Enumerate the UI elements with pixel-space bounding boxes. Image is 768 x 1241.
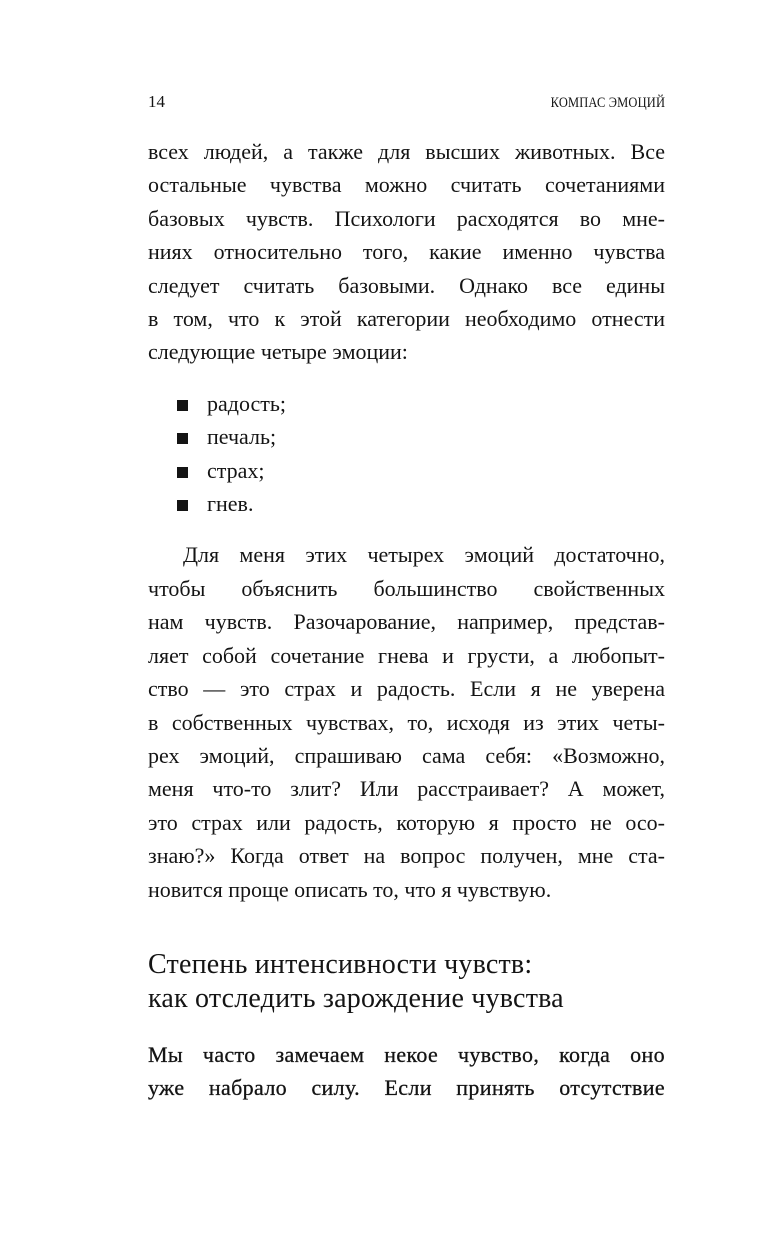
list-item: гнев.	[148, 487, 665, 520]
section-heading	[148, 948, 665, 1016]
text-line: Мы часто замечаем некое чувство, когда оно	[148, 1041, 665, 1067]
page-body	[148, 135, 665, 1105]
text-line: в собственных чувствах, то, исходя из этих четы-	[148, 709, 665, 735]
text-line: уже набрало силу. Если принять отсутствие	[148, 1075, 665, 1101]
text-line: базовых чувств. Психологи расходятся во мне-	[148, 205, 665, 231]
running-title: КОМПАС ЭМОЦИЙ	[550, 95, 665, 111]
text-line: следующие четыре эмоции:	[148, 339, 408, 365]
text-line: Для меня этих четырех эмоций достаточно,	[183, 542, 665, 568]
paragraph-intensity-intro	[148, 1038, 665, 1105]
text-line: новится проще описать то, что я чувствую.	[148, 876, 552, 902]
text-line: рех эмоций, спрашиваю сама себя: «Возможно,	[148, 742, 665, 768]
text-line: ниях относительно того, какие именно чувства	[148, 239, 665, 265]
text-line: в том, что к этой категории необходимо отнести	[148, 306, 665, 332]
text-line: следует считать базовыми. Однако все едины	[148, 272, 665, 298]
text-line: это страх или радость, которую я просто не осо-	[148, 809, 665, 835]
text-line: нам чувств. Разочарование, например, представ-	[148, 609, 665, 635]
text-line: остальные чувства можно считать сочетаниями	[148, 172, 665, 198]
list-item: печаль;	[148, 420, 665, 453]
text-line: ство — это страх и радость. Если я не уверена	[148, 676, 665, 702]
list-item: радость;	[148, 387, 665, 420]
text-line: знаю?» Когда ответ на вопрос получен, мне ста-	[148, 843, 665, 869]
text-line: всех людей, а также для высших животных. Все	[148, 139, 665, 164]
list-item: страх;	[148, 454, 665, 487]
paragraph-continuation	[148, 135, 665, 369]
text-line: как отследить зарождение чувства	[148, 982, 564, 1014]
paragraph-four-emotions	[148, 538, 665, 905]
text-line: Степень интенсивности чувств:	[148, 948, 533, 980]
emotion-list	[148, 387, 665, 521]
page-number: 14	[148, 92, 165, 111]
text-line: ляет собой сочетание гнева и грусти, а любопыт-	[148, 642, 665, 668]
page-header	[148, 93, 665, 111]
text-line: чтобы объяснить большинство свойственных	[148, 575, 665, 601]
text-line: меня что-то злит? Или расстраивает? А может,	[148, 776, 665, 802]
